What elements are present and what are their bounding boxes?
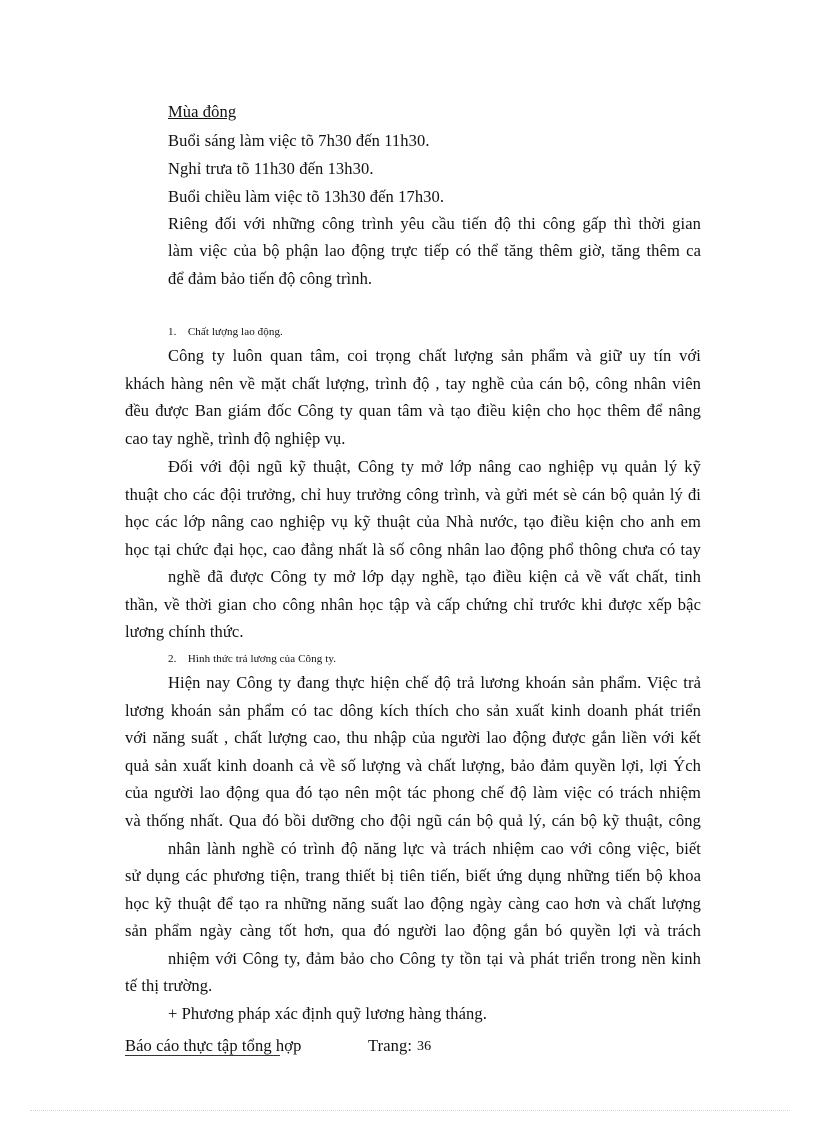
- section2-para-line: của người lao động qua đó tạo nên một tác phong chế độ làm việc có trách nhiệm: [125, 783, 701, 802]
- section2-heading: 2. Hình thức trả lương của Công ty.: [168, 653, 337, 665]
- section2-para-line: học kỹ thuật để tạo ra những năng suất lao động ngày càng cao hơn và chất lượng: [125, 894, 701, 913]
- section1-para2-line: lương chính thức.: [125, 622, 244, 641]
- special-case-line: Riêng đối với những công trình yêu cầu tiến độ thi công gấp thì thời gian: [168, 214, 701, 233]
- footer-page-label: Trang:: [368, 1036, 413, 1055]
- section1-para2-line: thuật cho các đội trưởng, chỉ huy trưởng công trình, và gửi mét sè cán bộ quản lý đi: [125, 485, 701, 504]
- schedule-morning: Buổi sáng làm việc tõ 7h30 đến 11h30.: [168, 131, 430, 150]
- section1-heading: 1. Chất lượng lao động.: [168, 326, 283, 338]
- section1-para1-line: cao tay nghề, trình độ nghiệp vụ.: [125, 429, 346, 448]
- special-case-line: để đảm bảo tiến độ công trình.: [168, 269, 373, 288]
- section1-para1-line: Công ty luôn quan tâm, coi trọng chất lượng sản phẩm và giữ uy tín với: [168, 346, 701, 365]
- section2-para-line: sử dụng các phương tiện, trang thiết bị tiên tiến, biết ứng dụng những tiến bộ khoa: [125, 866, 701, 885]
- section1-para1-line: khách hàng nên về mặt chất lượng, trình độ , tay nghề của cán bộ, công nhân viên: [125, 374, 701, 393]
- section2-para-line: quả sản xuất kinh doanh cả về số lượng và chất lượng, bảo đảm quyền lợi, lợi Ých: [125, 756, 701, 775]
- section1-para1-line: đều được Ban giám đốc Công ty quan tâm và tạo điều kiện cho học thêm để nâng: [125, 401, 701, 420]
- section2-para-line: với năng suất , chất lượng cao, thu nhập của người lao động được gắn liền với kết: [125, 728, 701, 747]
- section2-para-line: nhiệm với Công ty, đảm bảo cho Công ty tồn tại và phát triển trong nền kinh: [168, 949, 701, 968]
- section1-para2-line: học tại chức đại học, cao đẳng nhất là số công nhân lao động phổ thông chưa có tay: [125, 540, 701, 559]
- special-case-line: làm việc của bộ phận lao động trực tiếp có thể tăng thêm giờ, tăng thêm ca: [168, 241, 701, 260]
- footer-rule: [125, 1055, 280, 1056]
- section1-para2-line: thần, về thời gian cho công nhân học tập và cấp chứng chỉ trước khi được xếp bậc: [125, 595, 701, 614]
- section2-para-line: nhân lành nghề có trình độ năng lực và trách nhiệm cao với công việc, biết: [168, 839, 701, 858]
- section1-para2-line: Đối với đội ngũ kỹ thuật, Công ty mở lớp nâng cao nghiệp vụ quản lý kỹ: [168, 457, 701, 476]
- section2-para-line: tế thị trường.: [125, 976, 213, 995]
- section1-para2-line: nghề đã được Công ty mở lớp dạy nghề, tạo điều kiện cả về vất chất, tinh: [168, 567, 701, 586]
- footer-title: Báo cáo thực tập tổng hợp: [125, 1036, 302, 1055]
- section1-para2-line: học các lớp nâng cao nghiệp vụ kỹ thuật của Nhà nước, tạo điều kiện cho anh em: [125, 512, 701, 531]
- footer-page-number: 36: [417, 1039, 432, 1054]
- method-line: + Phương pháp xác định quỹ lương hàng tháng.: [168, 1004, 487, 1023]
- schedule-afternoon: Buổi chiều làm việc tõ 13h30 đến 17h30.: [168, 187, 445, 206]
- section2-para-line: sản phẩm ngày càng tốt hơn, qua đó người lao động gắn bó quyền lợi và trách: [125, 921, 701, 940]
- page-bottom-divider: [30, 1110, 790, 1111]
- season-title: Mùa đông: [168, 102, 237, 121]
- section2-para-line: Hiện nay Công ty đang thực hiện chế độ trả lương khoán sản phẩm. Việc trả: [168, 673, 701, 692]
- section2-para-line: và thống nhất. Qua đó bồi dưỡng cho đội ngũ cán bộ quả lý, cán bộ kỹ thuật, công: [125, 811, 701, 830]
- section2-para-line: lương khoán sản phẩm có tac dông kích thích cho sản xuất kinh doanh phát triển: [125, 701, 701, 720]
- schedule-noon-break: Nghỉ trưa tõ 11h30 đến 13h30.: [168, 159, 374, 178]
